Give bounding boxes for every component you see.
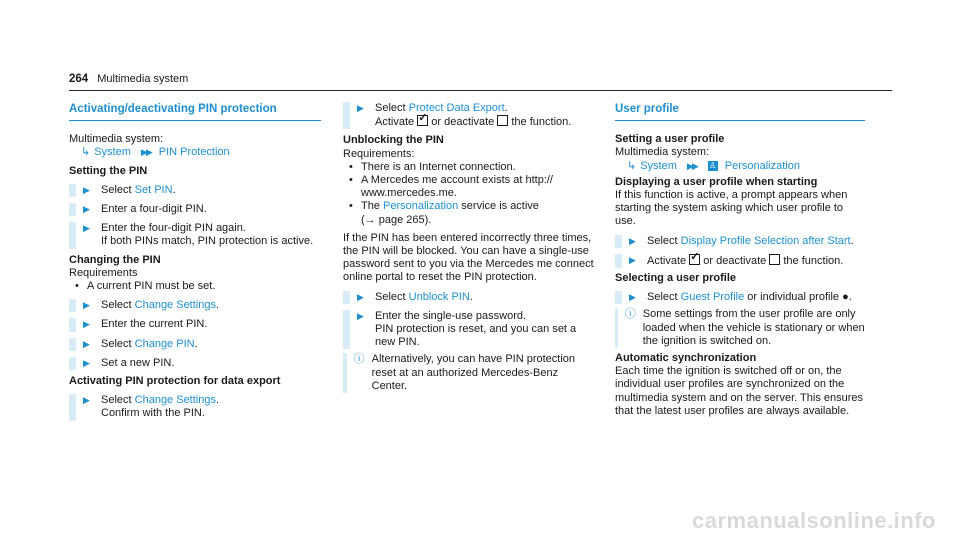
path-item-personalization: Personalization	[724, 159, 800, 172]
step: ▶ Enter a four-digit PIN.	[69, 203, 321, 216]
info-note: ⓘ Some settings from the user profile are only loaded when the vehicle is stationary or when the ignition is switched on.	[615, 308, 865, 348]
step: ▶ Enter the single-use password. PIN protection is reset, and you can set a new PIN.	[343, 310, 595, 350]
step: ▶ Select Set PIN.	[69, 184, 321, 197]
person-icon: ♙	[709, 161, 717, 171]
sub-heading-export: Activating PIN protection for data export	[69, 375, 281, 388]
path-arrow-icon: ↳	[81, 146, 91, 159]
list-item: • The Personalization service is active (→ page 265).	[349, 200, 539, 226]
link-protect-data-export: Protect Data Export	[408, 102, 505, 114]
link-set-pin: Set PIN	[134, 183, 173, 196]
section-heading-pin: Activating/deactivating PIN protection	[69, 100, 321, 121]
step-triangle-icon: ▶	[83, 357, 90, 368]
menu-path	[69, 146, 321, 159]
path-arrow-icon: ↳	[627, 159, 637, 172]
footer	[0, 507, 960, 533]
link-unblock-pin: Unblock PIN	[408, 290, 470, 303]
step: ▶ Select Unblock PIN.	[343, 291, 595, 304]
sub-heading-selecting: Selecting a user profile	[615, 272, 737, 285]
list-item: • A current PIN must be set.	[75, 280, 216, 293]
step: ▶ Enter the four-digit PIN again. If both PINs match, PIN protection is active.	[69, 222, 321, 248]
double-chevron-icon: ▶▶	[140, 147, 151, 158]
sub-heading-setting-pin: Setting the PIN	[69, 164, 148, 177]
sub-heading-setting-profile: Setting a user profile	[615, 133, 725, 146]
step-triangle-icon: ▶	[83, 300, 90, 311]
checkbox-empty-icon	[769, 254, 780, 265]
path-item-system: System	[94, 146, 131, 159]
step-triangle-icon: ▶	[357, 291, 364, 302]
step-triangle-icon: ▶	[83, 204, 90, 215]
info-note: ⓘ Alternatively, you can have PIN protection reset at an authorized Mercedes-Benz Center.	[343, 353, 595, 393]
link-guest-profile: Guest Profile	[680, 291, 745, 304]
checkbox-empty-icon	[497, 115, 508, 126]
section-heading-user-profile: User profile	[615, 100, 865, 121]
page-number: 264	[69, 73, 89, 85]
sub-heading-changing-pin: Changing the PIN	[69, 253, 161, 266]
sub-heading-auto-sync: Automatic synchronization	[615, 352, 757, 365]
column-2	[343, 100, 595, 393]
step: ▶ Activate ✓ or deactivate the function.	[615, 254, 865, 268]
step: ▶ Set a new PIN.	[69, 357, 321, 370]
step: ▶ Select Guest Profile or individual profile ●.	[615, 291, 865, 304]
step-triangle-icon: ▶	[83, 319, 90, 330]
link-change-settings: Change Settings	[134, 394, 216, 407]
step: ▶ Select Change PIN.	[69, 338, 321, 351]
link-display-profile-selection: Display Profile Selection after Start	[680, 234, 851, 247]
checkbox-checked-icon	[417, 115, 428, 126]
paragraph: Each time the ignition is switched off or on, the individual user profiles are synchronized on the multimedia system and on the server. This ensures that the latest user profiles are always available.	[615, 365, 864, 417]
step-triangle-icon: ▶	[83, 338, 90, 349]
column-1	[69, 100, 321, 421]
step-triangle-icon: ▶	[629, 235, 636, 246]
path-item-pin-protection: PIN Protection	[158, 146, 230, 159]
info-icon: ⓘ	[353, 353, 365, 366]
column-3	[615, 100, 865, 418]
link-personalization: Personalization	[383, 200, 459, 213]
step-triangle-icon: ▶	[83, 223, 90, 234]
step-triangle-icon: ▶	[83, 184, 90, 195]
requirements-label: Requirements:	[343, 147, 415, 160]
step-triangle-icon: ▶	[357, 103, 364, 113]
link-change-pin: Change PIN	[134, 337, 195, 350]
step-triangle-icon: ▶	[357, 310, 364, 321]
step: ▶ Enter the current PIN.	[69, 318, 321, 331]
step: ▶ Select Change Settings. Confirm with the PIN.	[69, 394, 321, 420]
intro-text: Multimedia system:	[615, 146, 710, 159]
step-triangle-icon: ▶	[629, 254, 636, 265]
watermark: carmanualsonline.info	[692, 507, 936, 533]
list-item: • A Mercedes me account exists at http:// www.mercedes.me.	[349, 174, 553, 200]
step: ▶ Select Protect Data Export. Activate ✓ or deactivate the function.	[343, 102, 595, 129]
step: ▶ Select Display Profile Selection after Start.	[615, 235, 865, 248]
path-item-system: System	[640, 159, 677, 172]
info-icon: ⓘ	[624, 308, 636, 321]
step-triangle-icon: ▶	[83, 395, 90, 406]
step: ▶ Select Change Settings.	[69, 299, 321, 312]
menu-path	[615, 160, 865, 173]
page-title: Multimedia system	[97, 73, 189, 85]
paragraph: If this function is active, a prompt appears when starting the system asking which user profile to use.	[615, 189, 848, 228]
sub-heading-display: Displaying a user profile when starting	[615, 175, 818, 188]
double-chevron-icon: ▶▶	[686, 160, 697, 171]
step-triangle-icon: ▶	[629, 292, 636, 303]
intro-text: Multimedia system:	[69, 133, 164, 146]
header-divider	[69, 90, 892, 91]
page-header	[69, 73, 188, 86]
requirements-label: Requirements	[69, 266, 138, 279]
paragraph: If the PIN has been entered incorrectly three times, the PIN will be blocked. You can have a single-use password sent to you via the Mercedes me connect online portal to reset the PIN protection.	[343, 231, 594, 284]
link-change-settings: Change Settings	[134, 299, 216, 312]
sub-heading-unblocking: Unblocking the PIN	[343, 134, 444, 147]
list-item: • There is an Internet connection.	[349, 160, 516, 173]
checkbox-checked-icon	[689, 254, 700, 265]
